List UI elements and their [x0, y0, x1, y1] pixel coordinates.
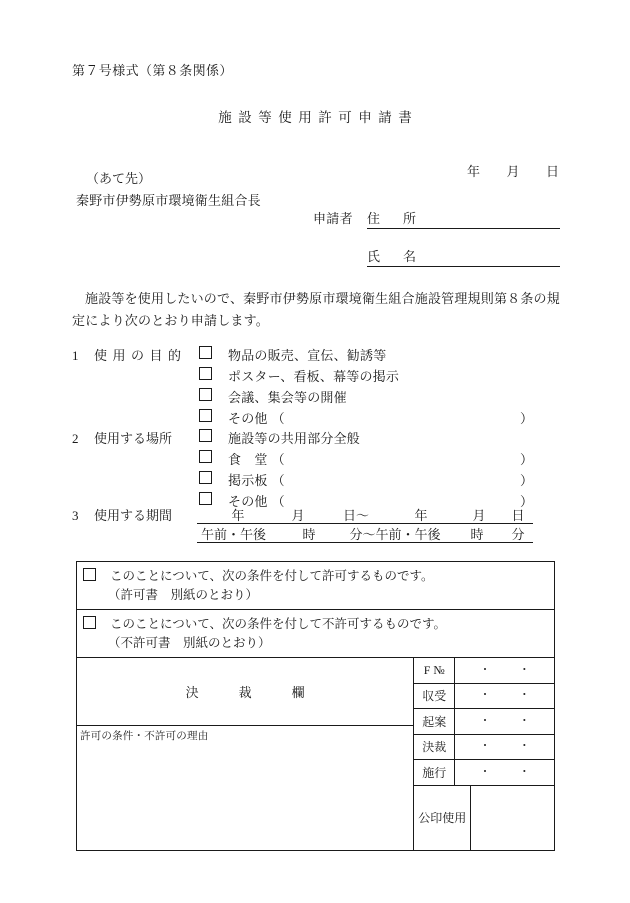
section-location — [72, 428, 534, 512]
paren-close: ） — [520, 473, 534, 488]
option-row — [72, 345, 399, 366]
period-month-to: 月 — [472, 508, 486, 523]
option-label: その他 — [228, 411, 268, 426]
official-seal-label: 公印使用 — [414, 786, 471, 850]
dot-mark: ・ — [479, 663, 491, 676]
paren-open: （ — [271, 452, 285, 467]
stamp-key: 決裁 — [414, 735, 455, 760]
checkbox-purpose-2[interactable] — [199, 367, 212, 380]
stamp-key: 起案 — [414, 709, 455, 734]
checkbox-location-2[interactable] — [199, 450, 212, 463]
date-month-label: 月 — [506, 164, 521, 179]
option-label: 施設等の共用部分全般 — [228, 431, 361, 446]
period-day-to: 日 — [511, 508, 525, 523]
dot-mark: ・ — [518, 714, 530, 727]
official-seal-row — [414, 786, 554, 850]
section-label: 使用の目的 — [94, 348, 187, 363]
checkbox-purpose-4[interactable] — [199, 409, 212, 422]
option-row — [72, 449, 534, 470]
stamp-value[interactable] — [455, 760, 554, 785]
date-line — [452, 145, 560, 196]
section-label: 使用する期間 — [94, 508, 173, 523]
applicant-name-label: 氏 名 — [367, 249, 422, 264]
checkbox-permit[interactable] — [83, 568, 96, 581]
option-label: 会議、集会等の開催 — [228, 390, 347, 405]
option-label: 食 堂 — [228, 452, 268, 467]
dot-mark: ・ — [479, 714, 491, 727]
stamp-value[interactable] — [455, 684, 554, 709]
paren-close: ） — [520, 411, 534, 426]
period-month-from: 月 — [291, 508, 305, 523]
option-row — [72, 470, 534, 491]
approval-left-column — [77, 658, 414, 850]
option-row — [72, 408, 534, 429]
deny-attachment-note: （不許可書 別紙のとおり） — [108, 636, 271, 650]
section-period — [72, 505, 199, 526]
addressee-label: （あて先） — [86, 171, 152, 186]
paren-close: ） — [520, 452, 534, 467]
body-paragraph: 施設等を使用したいので、秦野市伊勢原市環境衛生組合施設管理規則第８条の規定により次のとおり申請します。 — [72, 291, 560, 328]
period-year-from: 年 — [231, 508, 245, 523]
deny-row — [77, 610, 554, 658]
applicant-address-field[interactable] — [367, 208, 560, 229]
stamp-row-draft — [414, 709, 554, 735]
period-day-from: 日〜 — [342, 508, 369, 523]
checkbox-location-1[interactable] — [199, 429, 212, 442]
checkbox-location-4[interactable] — [199, 492, 212, 505]
paren-open: （ — [271, 494, 285, 509]
checkbox-purpose-3[interactable] — [199, 388, 212, 401]
period-minute-to: 分 — [511, 527, 525, 542]
applicant-name-field[interactable] — [367, 246, 560, 267]
stamp-row-fno — [414, 658, 554, 684]
section-label: 使用する場所 — [94, 431, 173, 446]
checkbox-deny[interactable] — [83, 616, 96, 629]
period-ampm-from: 午前・午後 — [201, 527, 267, 542]
deny-text: このことについて、次の条件を付して不許可するものです。 — [110, 617, 447, 631]
section-number: 3 — [72, 508, 79, 523]
stamp-row-enforcement — [414, 760, 554, 786]
section-number: 2 — [72, 431, 79, 446]
dot-mark: ・ — [518, 765, 530, 778]
paren-open: （ — [271, 473, 285, 488]
stamp-key: 施行 — [414, 760, 455, 785]
permit-text: このことについて、次の条件を付して許可するものです。 — [110, 569, 434, 583]
stamp-key: 収受 — [414, 684, 455, 709]
section-purpose — [72, 345, 534, 429]
option-row — [72, 387, 399, 408]
section-number: 1 — [72, 348, 79, 363]
date-year-label: 年 — [467, 164, 481, 179]
checkbox-purpose-1[interactable] — [199, 346, 212, 359]
stamp-value[interactable] — [455, 735, 554, 760]
permit-row — [77, 562, 554, 610]
dot-mark: ・ — [518, 689, 530, 702]
stamp-column — [414, 658, 554, 850]
option-row — [72, 428, 360, 449]
period-minute-from-ampm-to: 分〜午前・午後 — [349, 527, 441, 542]
option-label: ポスター、看板、幕等の掲示 — [228, 369, 400, 384]
stamp-row-receipt — [414, 684, 554, 710]
period-date-field[interactable] — [197, 505, 533, 524]
checkbox-location-3[interactable] — [199, 471, 212, 484]
reason-label: 許可の条件・不許可の理由 — [80, 731, 209, 742]
dot-mark: ・ — [479, 765, 491, 778]
dot-mark: ・ — [479, 740, 491, 753]
reason-field[interactable] — [77, 726, 413, 848]
applicant-prefix-label: 申請者 — [313, 211, 353, 226]
option-label: 掲示板 — [228, 473, 268, 488]
option-label: その他 — [228, 494, 268, 509]
permit-attachment-note: （許可書 別紙のとおり） — [108, 588, 259, 602]
approval-grid — [77, 658, 554, 850]
applicant-name-row — [367, 246, 560, 267]
date-day-label: 日 — [546, 164, 560, 179]
dot-mark: ・ — [518, 663, 530, 676]
option-label: 物品の販売、宣伝、勧誘等 — [228, 348, 387, 363]
applicant-address-label: 住 所 — [367, 211, 422, 226]
form-number: 第７号様式（第８条関係） — [72, 63, 233, 78]
dot-mark: ・ — [479, 689, 491, 702]
paren-close: ） — [520, 494, 534, 509]
decision-column-title: 決裁欄 — [77, 658, 413, 726]
applicant-address-row — [313, 208, 560, 229]
decision-table — [76, 561, 555, 851]
option-row — [72, 366, 399, 387]
official-seal-field[interactable] — [471, 786, 554, 850]
paren-open: （ — [271, 411, 285, 426]
period-year-to: 年 — [414, 508, 428, 523]
period-hour-to: 時 — [470, 527, 484, 542]
stamp-row-approval — [414, 735, 554, 761]
period-hour-from: 時 — [302, 527, 316, 542]
dot-mark: ・ — [518, 740, 530, 753]
page-title: 施設等使用許可申請書 — [218, 110, 419, 125]
stamp-key: F № — [414, 658, 455, 683]
period-label-row — [72, 505, 199, 526]
addressee-name: 秦野市伊勢原市環境衛生組合長 — [76, 193, 261, 208]
period-time-field[interactable] — [197, 524, 533, 543]
stamp-value[interactable] — [455, 709, 554, 734]
stamp-value[interactable] — [455, 658, 554, 683]
